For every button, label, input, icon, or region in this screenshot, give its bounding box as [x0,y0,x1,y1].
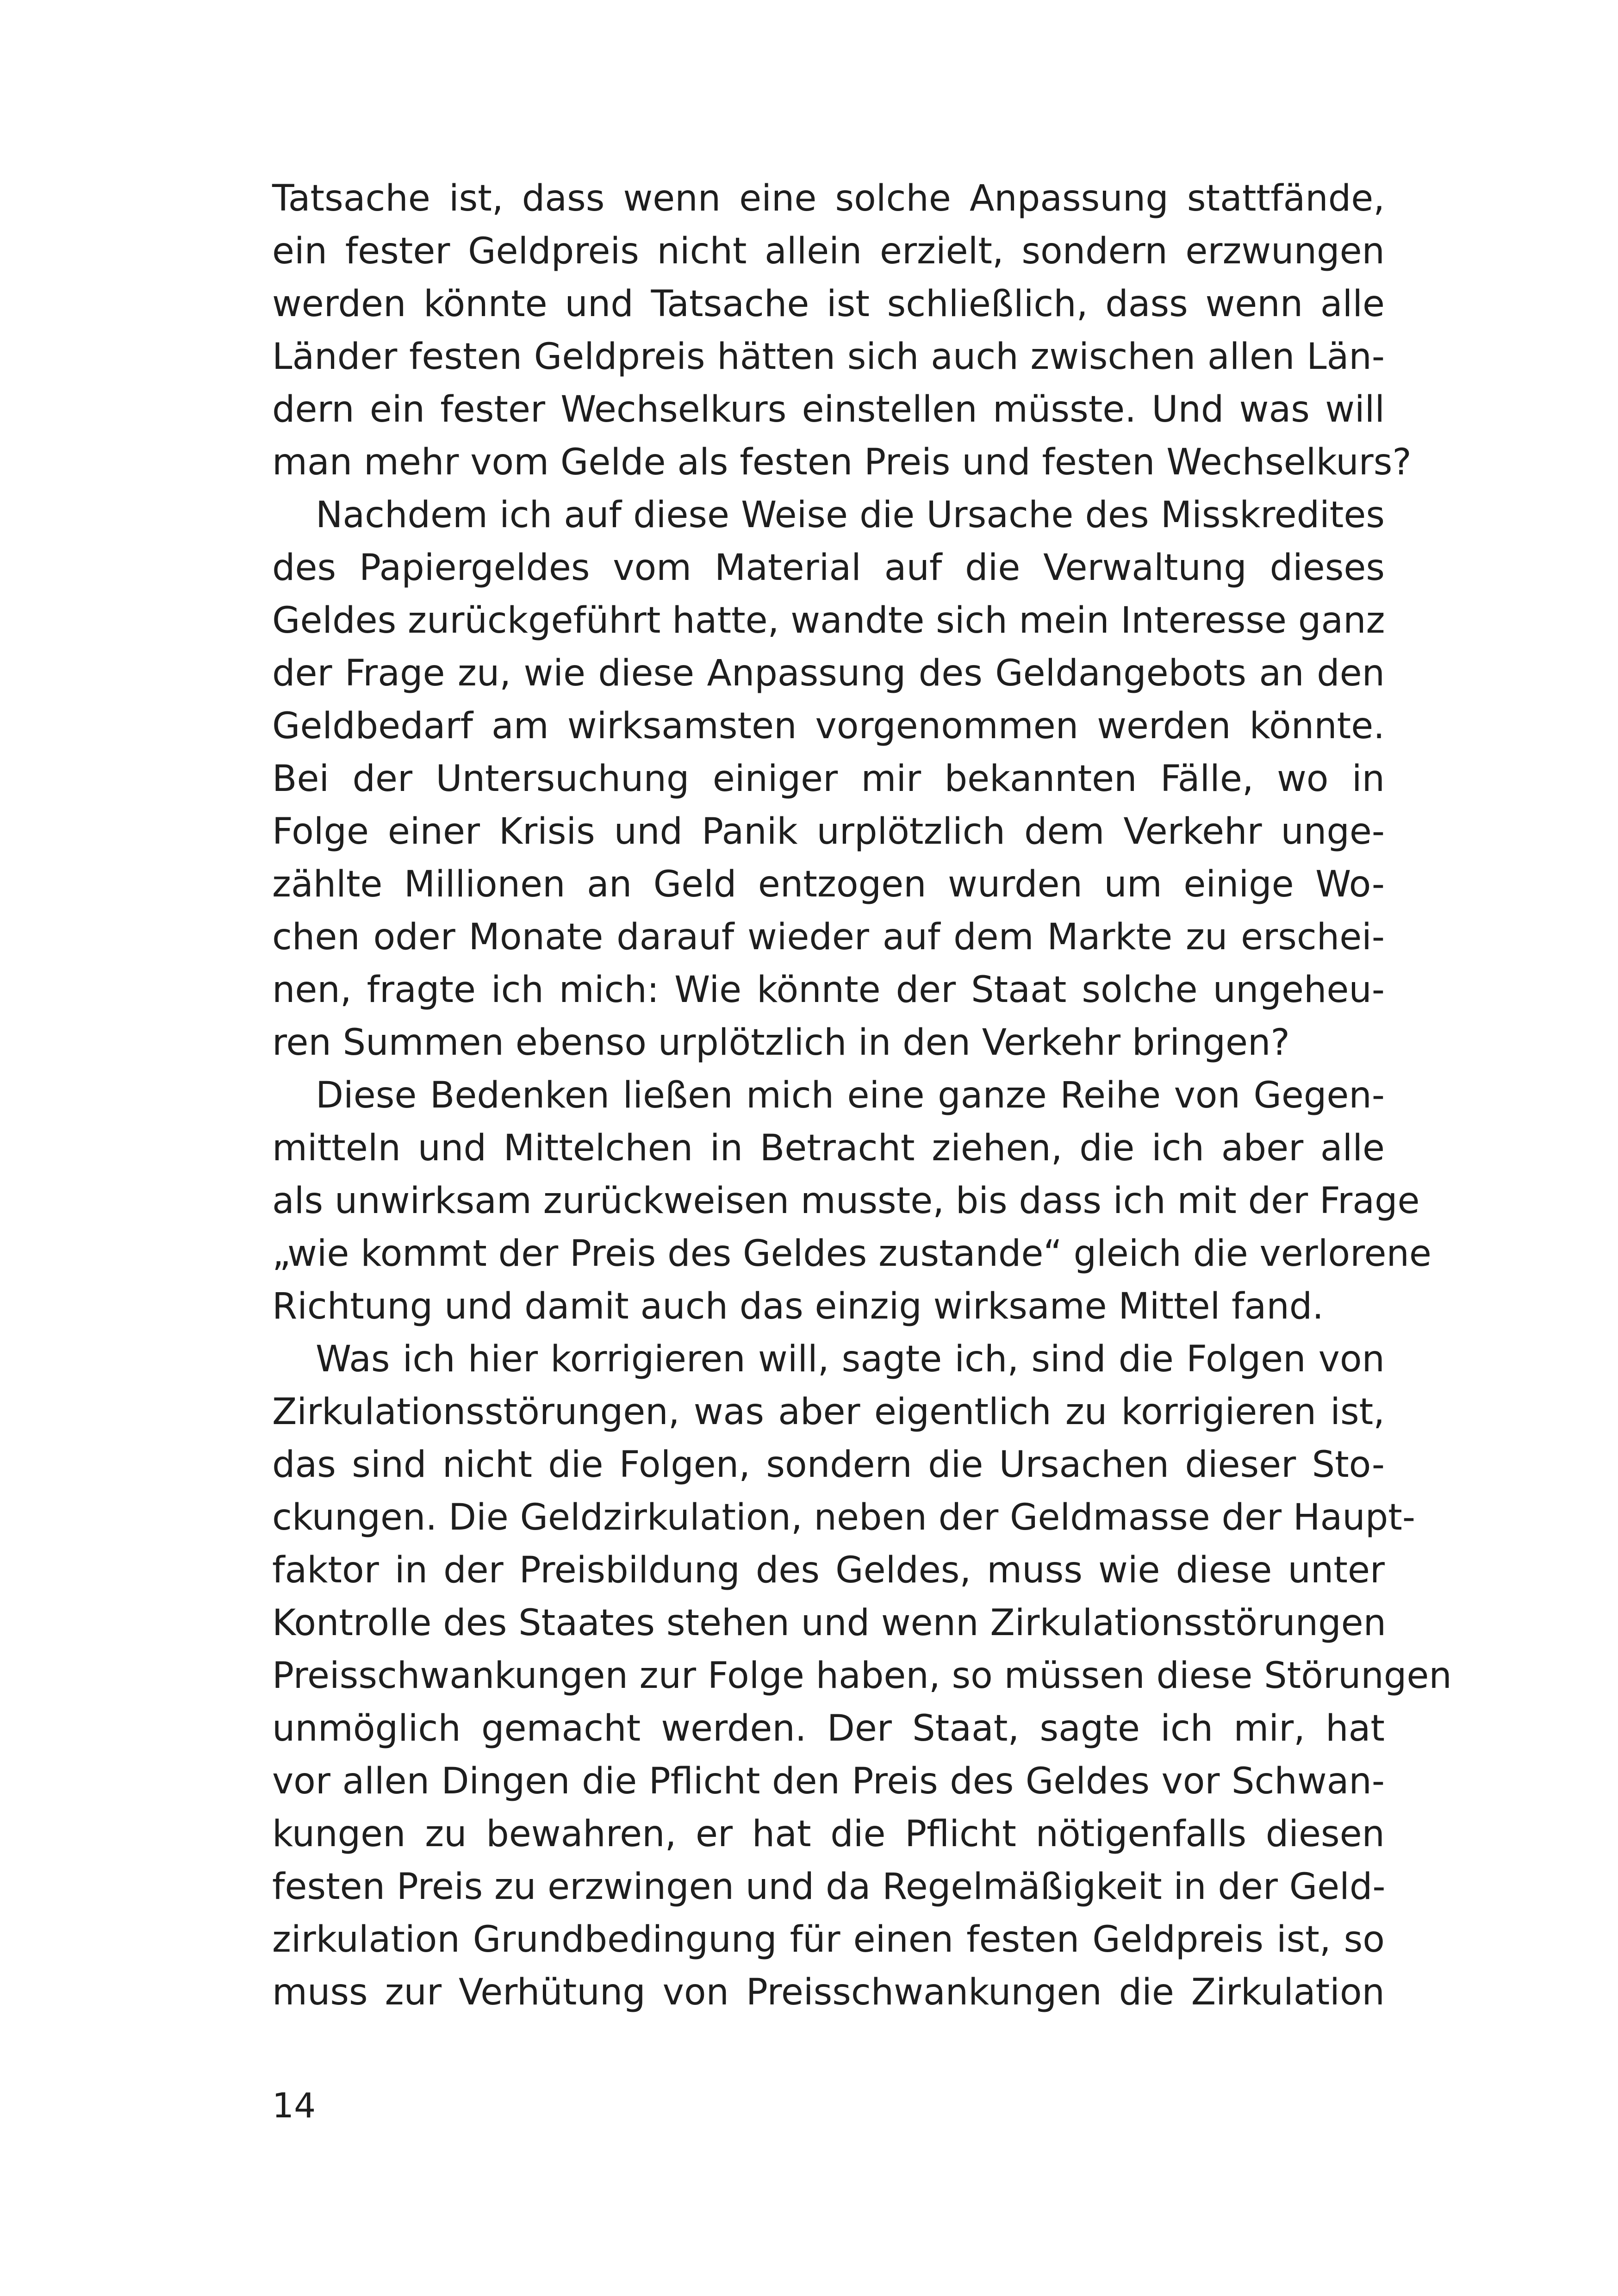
text-line: Nachdem ich auf diese Weise die Ursache des Misskredites [316,494,1385,536]
text-line: Geldbedarf am wirksamsten vorgenommen werden könnte. [272,705,1385,747]
text-line: ein fester Geldpreis nicht allein erzielt, sondern erzwungen [272,230,1385,272]
body-text [272,172,1452,2019]
text-line: ren Summen ebenso urplötzlich in den Verkehr bringen? [272,1022,1290,1064]
text-line: des Papiergeldes vom Material auf die Verwaltung dieses [272,547,1385,589]
text-line: Bei der Untersuchung einiger mir bekannten Fälle, wo in [272,758,1385,800]
page-number: 14 [272,2086,316,2126]
paragraph [272,172,1412,489]
text-line: Folge einer Krisis und Panik urplötzlich dem Verkehr unge- [272,811,1385,852]
text-line: das sind nicht die Folgen, sondern die Ursachen dieser Sto- [272,1444,1385,1486]
text-line: Tatsache ist, dass wenn eine solche Anpassung stattfände, [272,178,1385,219]
text-line: Kontrolle des Staates stehen und wenn Zirkulationsstörungen [272,1602,1387,1644]
text-line: „wie kommt der Preis des Geldes zustande“ gleich die verlorene [272,1233,1431,1275]
text-line: man mehr vom Gelde als festen Preis und festen Wechselkurs? [272,442,1412,483]
text-line: chen oder Monate darauf wieder auf dem Markte zu erschei- [272,916,1385,958]
text-line: kungen zu bewahren, er hat die Pflicht nötigenfalls diesen [272,1813,1385,1855]
text-line: Zirkulationsstörungen, was aber eigentlich zu korrigieren ist, [272,1391,1385,1433]
text-line: Diese Bedenken ließen mich eine ganze Reihe von Gegen- [316,1075,1385,1116]
text-line: unmöglich gemacht werden. Der Staat, sagte ich mir, hat [272,1708,1385,1749]
paragraph [272,1069,1431,1333]
text-line: vor allen Dingen die Pflicht den Preis des Geldes vor Schwan- [272,1761,1385,1802]
text-line: dern ein fester Wechselkurs einstellen müsste. Und was will [272,389,1385,430]
text-line: festen Preis zu erzwingen und da Regelmäßigkeit in der Geld- [272,1866,1386,1908]
text-line: Preisschwankungen zur Folge haben, so müssen diese Störungen [272,1655,1452,1697]
text-line: zählte Millionen an Geld entzogen wurden um einige Wo- [272,864,1385,905]
text-line: mitteln und Mittelchen in Betracht ziehen, die ich aber alle [272,1127,1385,1169]
text-line: als unwirksam zurückweisen musste, bis dass ich mit der Frage [272,1180,1420,1222]
text-line: muss zur Verhütung von Preisschwankungen die Zirkulation [272,1972,1385,2013]
text-line: ckungen. Die Geldzirkulation, neben der Geldmasse der Haupt- [272,1497,1415,1538]
paragraph [272,489,1385,1069]
text-line: nen, fragte ich mich: Wie könnte der Staat solche ungeheu- [272,969,1385,1011]
text-line: Geldes zurückgeführt hatte, wandte sich mein Interesse ganz [272,600,1385,641]
text-line: zirkulation Grundbedingung für einen festen Geldpreis ist, so [272,1919,1385,1960]
text-line: Länder festen Geldpreis hätten sich auch zwischen allen Län- [272,336,1385,378]
text-line: werden könnte und Tatsache ist schließlich, dass wenn alle [272,283,1385,325]
text-line: Was ich hier korrigieren will, sagte ich, sind die Folgen von [316,1338,1385,1380]
text-line: Richtung und damit auch das einzig wirksame Mittel fand. [272,1286,1324,1327]
paragraph [272,1333,1452,2019]
text-line: der Frage zu, wie diese Anpassung des Geldangebots an den [272,653,1385,694]
text-line: faktor in der Preisbildung des Geldes, muss wie diese unter [272,1549,1385,1591]
